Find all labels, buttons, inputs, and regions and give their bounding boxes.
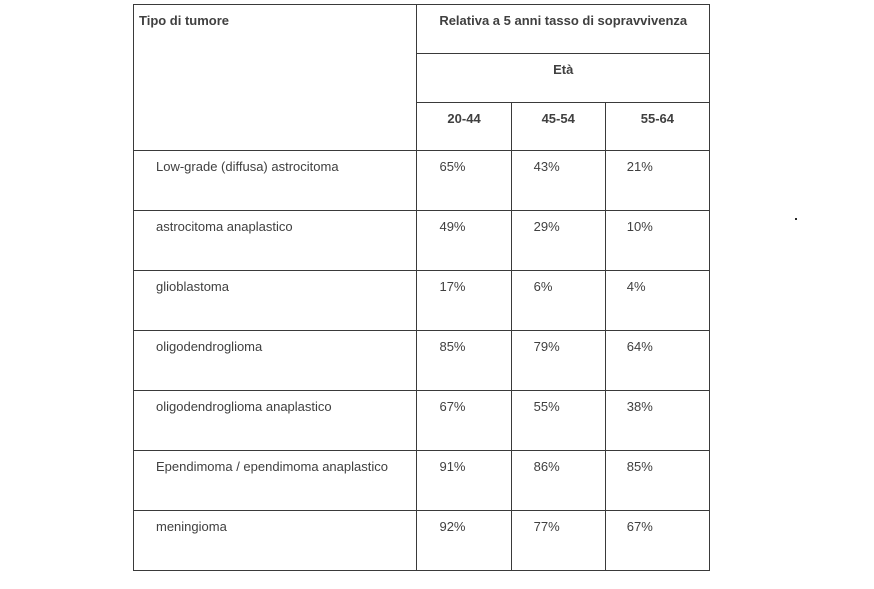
survival-value-cell: 64%: [605, 331, 709, 391]
tumor-type-header: Tipo di tumore: [134, 5, 417, 151]
table-row: [134, 211, 710, 271]
survival-value-cell: 92%: [417, 511, 511, 571]
survival-value-cell: 67%: [417, 391, 511, 451]
age-header: Età: [417, 54, 710, 103]
table-row: [134, 391, 710, 451]
survival-value-cell: 85%: [417, 331, 511, 391]
survival-value-cell: 10%: [605, 211, 709, 271]
survival-value-cell: 77%: [511, 511, 605, 571]
tumor-name-cell: oligodendroglioma: [134, 331, 417, 391]
tumor-name-cell: Low-grade (diffusa) astrocitoma: [134, 151, 417, 211]
survival-value-cell: 49%: [417, 211, 511, 271]
survival-rate-header: Relativa a 5 anni tasso di sopravvivenza: [417, 5, 710, 54]
survival-value-cell: 38%: [605, 391, 709, 451]
stray-dot: [795, 218, 797, 220]
survival-value-cell: 4%: [605, 271, 709, 331]
survival-value-cell: 17%: [417, 271, 511, 331]
survival-value-cell: 21%: [605, 151, 709, 211]
age-group-header: 45-54: [511, 103, 605, 151]
tumor-name-cell: meningioma: [134, 511, 417, 571]
survival-value-cell: 79%: [511, 331, 605, 391]
table-row: [134, 271, 710, 331]
tumor-name-cell: glioblastoma: [134, 271, 417, 331]
survival-value-cell: 6%: [511, 271, 605, 331]
table-row: [134, 451, 710, 511]
table-row: [134, 331, 710, 391]
tumor-name-cell: Ependimoma / ependimoma anaplastico: [134, 451, 417, 511]
table-row: [134, 511, 710, 571]
survival-rate-table: [133, 4, 710, 571]
survival-value-cell: 29%: [511, 211, 605, 271]
survival-value-cell: 43%: [511, 151, 605, 211]
survival-value-cell: 67%: [605, 511, 709, 571]
tumor-name-cell: oligodendroglioma anaplastico: [134, 391, 417, 451]
survival-value-cell: 85%: [605, 451, 709, 511]
age-group-header: 55-64: [605, 103, 709, 151]
survival-value-cell: 91%: [417, 451, 511, 511]
survival-value-cell: 55%: [511, 391, 605, 451]
survival-value-cell: 86%: [511, 451, 605, 511]
tumor-name-cell: astrocitoma anaplastico: [134, 211, 417, 271]
table-row: [134, 151, 710, 211]
age-group-header: 20-44: [417, 103, 511, 151]
survival-value-cell: 65%: [417, 151, 511, 211]
